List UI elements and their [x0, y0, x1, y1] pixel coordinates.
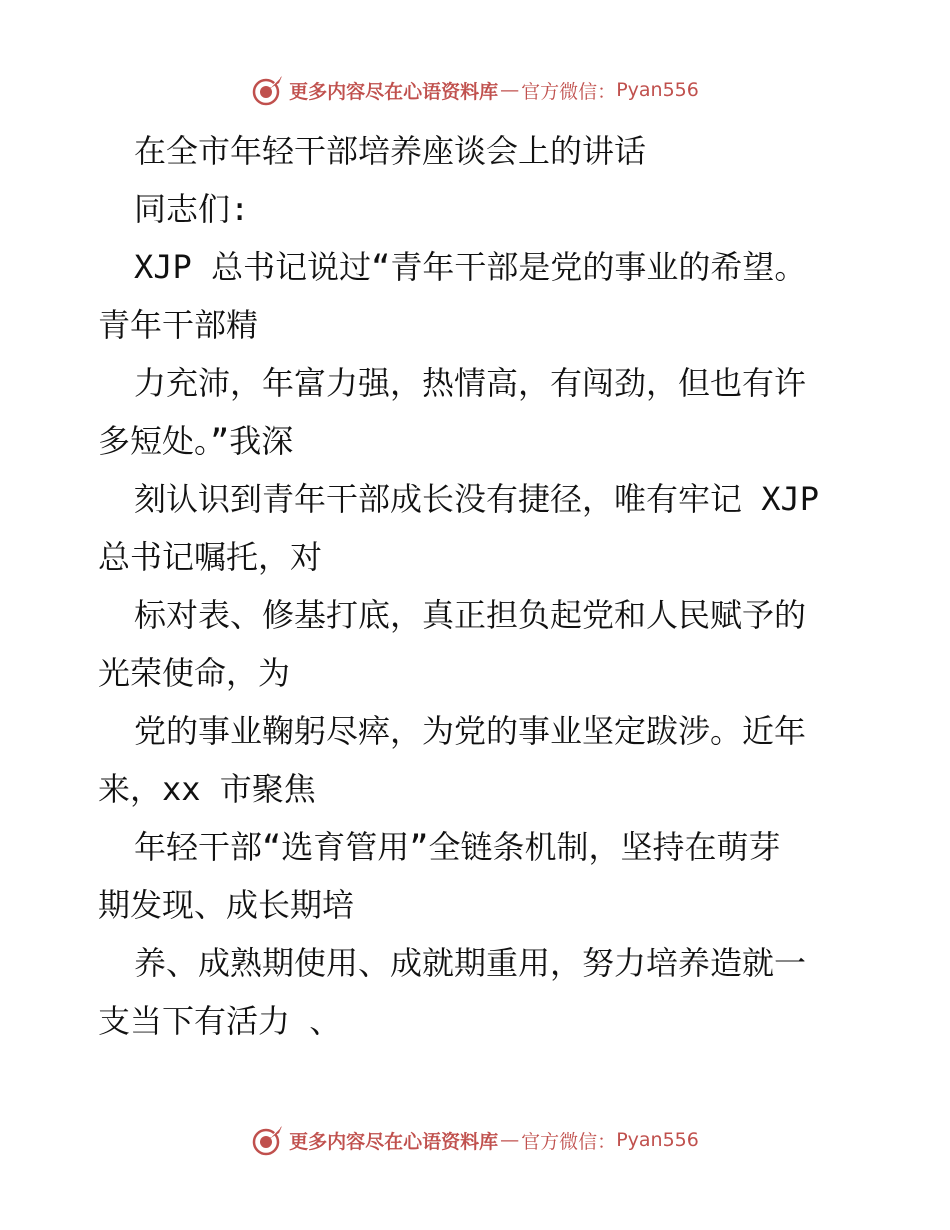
text-line: 力充沛，年富力强，热情高，有闯劲，但也有许: [134, 364, 807, 402]
text-line: 多短处。”我深: [98, 422, 294, 460]
watermark-main-text: 更多内容尽在心语资料库: [289, 80, 499, 103]
watermark-dash: —: [500, 79, 520, 101]
watermark-sub-text: 官方微信：: [521, 1130, 617, 1153]
footer-watermark: [0, 1122, 950, 1158]
watermark-sub-text: 官方微信：: [521, 80, 617, 103]
quill-logo-icon: [251, 73, 285, 107]
text-line: 期发现、成长期培: [98, 886, 355, 924]
watermark-main-text: 更多内容尽在心语资料库: [289, 1130, 499, 1153]
header-watermark: [0, 72, 950, 108]
text-line: 刻认识到青年干部成长没有捷径，唯有牢记 XJP: [134, 480, 820, 518]
text-line: 养、成熟期使用、成就期重用，努力培养造就一: [134, 944, 807, 982]
watermark-dash: —: [500, 1129, 520, 1151]
text-line: XJP 总书记说过“青年干部是党的事业的希望。: [134, 248, 807, 286]
text-line: 来，xx 市聚焦: [98, 770, 316, 808]
text-line: 同志们:: [134, 190, 250, 228]
text-line: 支当下有活力 、: [98, 1002, 342, 1040]
text-line: 在全市年轻干部培养座谈会上的讲话: [134, 132, 647, 170]
text-line: 光荣使命，为: [98, 654, 291, 692]
text-line: 总书记嘱托，对: [98, 538, 323, 576]
watermark-wechat-id: Pyan556: [616, 1129, 699, 1151]
document-body: [98, 122, 858, 1050]
text-line: 年轻干部“选育管用”全链条机制，坚持在萌芽: [134, 828, 781, 866]
text-line: 青年干部精: [98, 306, 259, 344]
text-line: 党的事业鞠躬尽瘁，为党的事业坚定跋涉。近年: [134, 712, 807, 750]
watermark-wechat-id: Pyan556: [616, 79, 699, 101]
quill-logo-icon: [251, 1123, 285, 1157]
text-line: 标对表、修基打底，真正担负起党和人民赋予的: [134, 596, 807, 634]
